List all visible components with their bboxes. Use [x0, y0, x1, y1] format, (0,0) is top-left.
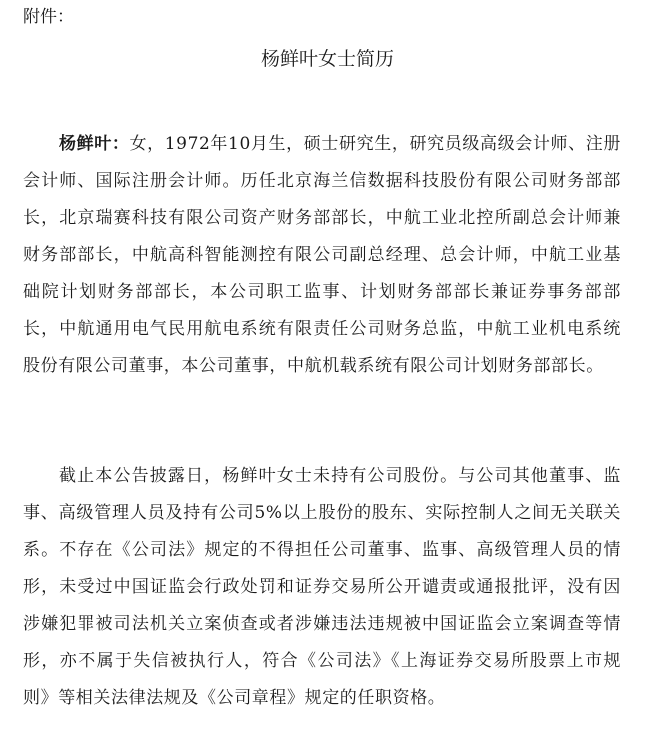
document-title: 杨鲜叶女士简历	[260, 48, 394, 70]
attachment-label: 附件：	[23, 7, 74, 27]
resume-paragraph	[23, 126, 621, 385]
disclosure-paragraph	[23, 458, 621, 717]
person-name-lead: 杨鲜叶：	[59, 134, 130, 154]
disclosure-body-text: 截止本公告披露日，杨鲜叶女士未持有公司股份。与公司其他董事、监事、高级管理人员及持有公司5%以上股份的股东、实际控制人之间无关联关系。不存在《公司法》规定的不得担任公司董事、监事、高级管理人员的情形，未受过中国证监会行政处罚和证券交易所公开谴责或通报批评，没有因涉嫌犯罪被司法机关立案侦查或者涉嫌违法违规被中国证监会立案调查等情形，亦不属于失信被执行人，符合《公司法》《上海证券交易所股票上市规则》等相关法律法规及《公司章程》规定的任职资格。	[23, 466, 621, 708]
resume-body-text: 女，1972年10月生，硕士研究生，研究员级高级会计师、注册会计师、国际注册会计师。历任北京海兰信数据科技股份有限公司财务部部长，北京瑞赛科技有限公司资产财务部部长，中航工业北控所副总会计师兼财务部部长，中航高科智能测控有限公司副总经理、总会计师，中航工业基础院计划财务部部长，本公司职工监事、计划财务部部长兼证券事务部部长，中航通用电气民用航电系统有限责任公司财务总监，中航工业机电系统股份有限公司董事，本公司董事，中航机载系统有限公司计划财务部部长。	[23, 134, 621, 376]
